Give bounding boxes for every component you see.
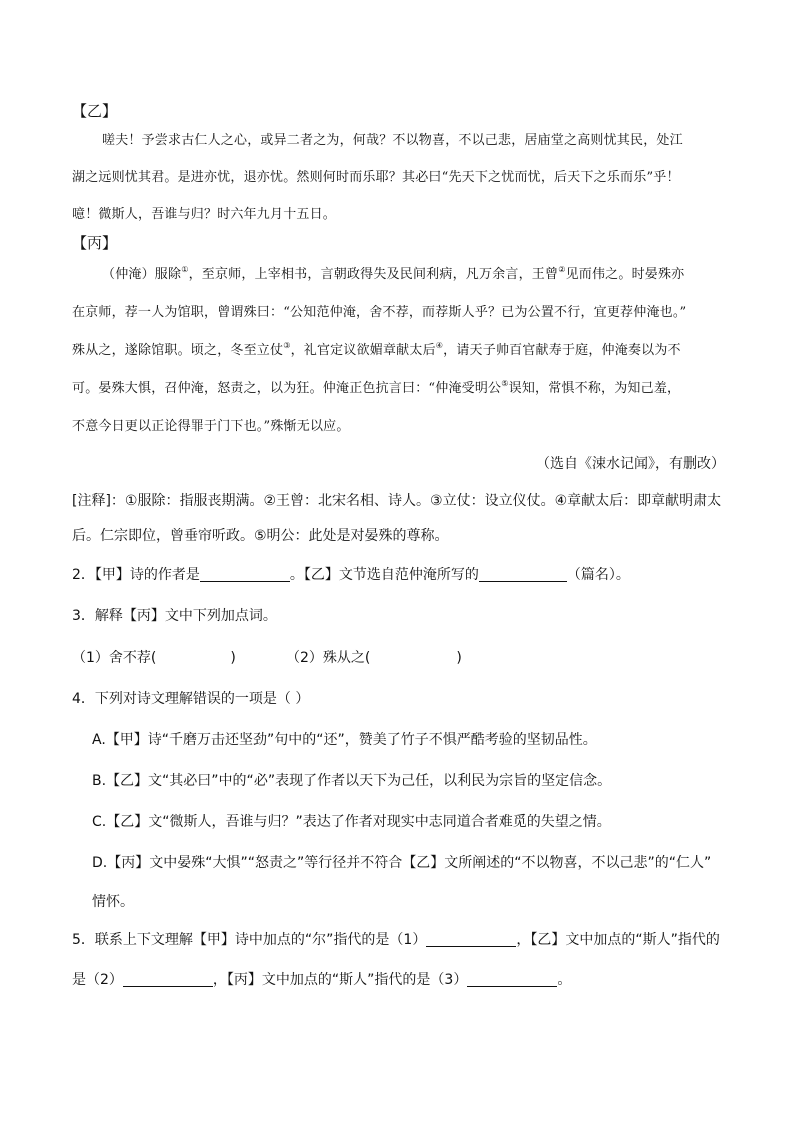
footnote-marker: ⑤ <box>501 379 509 388</box>
question-5-text: ，【丙】文中加点的“斯人”指代的是（3） <box>212 972 468 988</box>
section-yi-header: 【乙】 <box>72 102 118 120</box>
passage-bing-text: 殊从之，遂除馆职。顷之，冬至立仗 <box>72 343 284 358</box>
answer-blank-2[interactable] <box>123 972 213 987</box>
passage-source: （选自《涑水记闻》，有删改） <box>536 456 725 472</box>
passage-bing-text: （仲淹）服除 <box>102 267 182 282</box>
option-a[interactable]: A.【甲】诗“千磨万击还坚劲”句中的“还”，赞美了竹子不惧严酷考验的坚韧品性。 <box>92 732 597 748</box>
question-5-text: ，【乙】文中加点的“斯人”指代的 <box>516 932 720 948</box>
question-5-text: 5．联系上下文理解【甲】诗中加点的“尔”指代的是（1） <box>72 932 427 948</box>
passage-bing-text: ，礼官定议欲媚章献太后 <box>290 343 436 358</box>
question-5-line-2 <box>72 972 571 987</box>
option-b[interactable]: B.【乙】文“其必曰”中的“必”表现了作者以天下为己任，以利民为宗旨的坚定信念。 <box>92 773 612 789</box>
answer-blank-1[interactable] <box>426 932 516 947</box>
question-3-item-2-label: （2）殊从之( <box>286 650 371 666</box>
passage-bing-text: 误知，常惧不称，为知己羞， <box>508 381 681 396</box>
footnote-marker: ① <box>181 265 189 274</box>
paren-close: ) <box>456 650 462 666</box>
passage-bing-line-2: 在京师，荐一人为馆职，曾谓殊曰：“公知范仲淹，舍不荐，而荐斯人乎？已为公置不行，宜更荐仲淹也。” <box>72 305 687 320</box>
section-bing-header: 【丙】 <box>72 234 118 252</box>
passage-bing-text: ，至京师，上宰相书，言朝政得失及民间利病，凡万余言，王曾 <box>188 267 559 282</box>
question-2-text: （篇名）。 <box>566 567 630 583</box>
passage-yi-line-2: 湖之远则忧其君。是进亦忧，退亦忧。然则何时而乐耶？其必曰“先天下之忧而忧，后天下之乐而乐”乎！ <box>72 170 680 185</box>
option-d[interactable]: D.【丙】文中晏殊“大惧”“怒责之”等行径并不符合【乙】文所阐述的“不以物喜，不以己悲”的“仁人” <box>92 855 712 871</box>
question-2-text: 2．【甲】诗的作者是 <box>72 567 200 583</box>
question-5-text: 。 <box>557 972 572 988</box>
footnote-marker: ② <box>558 265 566 274</box>
notes-line-2: 后。仁宗即位，曾垂帘听政。⑤明公：此处是对晏殊的尊称。 <box>72 528 449 544</box>
passage-bing-line-1 <box>102 265 685 282</box>
question-2-text: 。【乙】文节选自范仲淹所写的 <box>289 567 479 583</box>
answer-blank-author[interactable] <box>200 567 290 582</box>
passage-bing-line-4 <box>72 379 681 396</box>
option-d-continued: 情怀。 <box>92 894 134 910</box>
question-5-line-1 <box>72 932 720 947</box>
question-4: 4．下列对诗文理解错误的一项是（ ） <box>72 691 310 707</box>
passage-bing-text: ，请天子帅百官献寿于庭，仲淹奏以为不 <box>443 343 681 358</box>
passage-bing-line-5: 不意今日更以正论得罪于门下也。”殊惭无以应。 <box>72 419 350 434</box>
answer-blank-title[interactable] <box>479 567 567 582</box>
passage-bing-text: 可。晏殊大惧，召仲淹，怒责之，以为狂。仲淹正色抗言曰：“仲淹受明公 <box>72 381 502 396</box>
passage-bing-text: 见而伟之。时晏殊亦 <box>565 267 685 282</box>
question-2 <box>72 567 630 582</box>
question-3-item-2 <box>286 651 462 665</box>
footnote-marker: ④ <box>435 341 444 350</box>
question-3-item-1 <box>72 651 236 665</box>
answer-blank-3[interactable] <box>467 972 557 987</box>
notes-line-1: [注释]：①服除：指服丧期满。②王曾：北宋名相、诗人。③立仗：设立仪仗。④章献太后：即章献明肃太 <box>72 493 722 509</box>
passage-bing-line-3 <box>72 341 681 358</box>
footnote-marker: ③ <box>283 341 291 350</box>
question-3-item-1-label: （1）舍不荐( <box>72 650 157 666</box>
passage-yi-line-1: 嗟夫！予尝求古仁人之心，或异二者之为，何哉？不以物喜，不以己悲，居庙堂之高则忧其民，处江 <box>102 133 683 148</box>
question-5-text: 是（2） <box>72 972 123 988</box>
paren-close: ) <box>230 650 236 666</box>
passage-yi-line-3: 噫！微斯人，吾谁与归？时六年九月十五日。 <box>72 207 337 222</box>
option-c[interactable]: C.【乙】文“微斯人，吾谁与归？”表达了作者对现实中志同道合者难觅的失望之情。 <box>92 814 611 830</box>
question-3: 3．解释【丙】文中下列加点词。 <box>72 608 277 624</box>
